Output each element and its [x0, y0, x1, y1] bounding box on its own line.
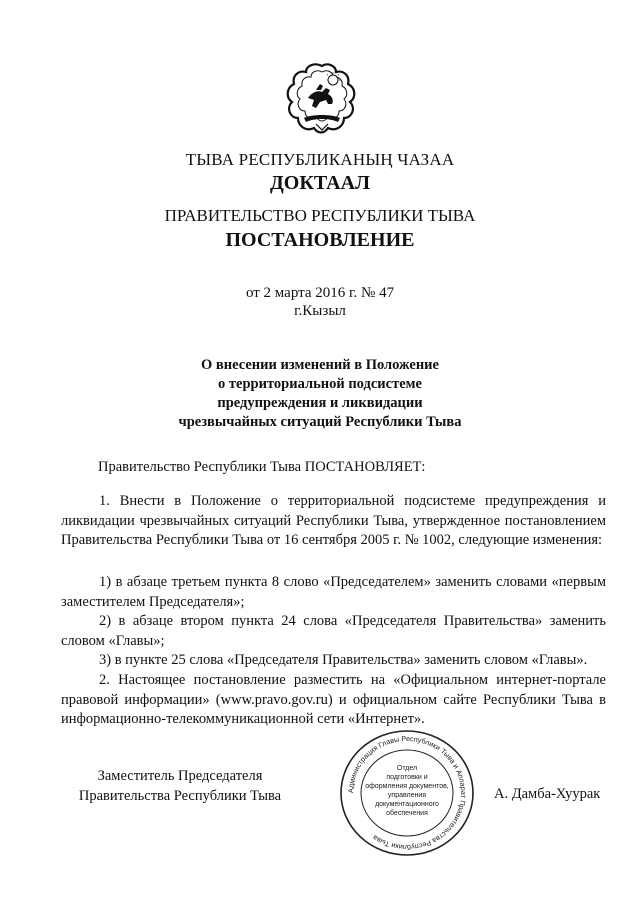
signatory-position-line: Правительства Республики Тыва — [78, 788, 282, 804]
stamp-ring-text: Администрация Главы Республики Тыва и Аппарат Правительства Республики Тыва — [345, 733, 469, 853]
body-item-2: 2) в абзаце втором пункта 24 слова «Председателя Правительства» заменить словом «Главы»; — [61, 613, 606, 649]
body-item-3: 3) в пункте 25 слова «Председателя Правительства» заменить словом «Главы». — [99, 652, 588, 668]
body-intro: Правительство Республики Тыва ПОСТАНОВЛЯЕТ: — [98, 459, 426, 475]
stamp-center-line: управления — [387, 792, 427, 799]
stamp-center-line: оформления документов, — [365, 783, 449, 790]
subject-line: О внесении изменений в Положение — [201, 357, 439, 373]
tuva-emblem-icon — [286, 60, 358, 140]
document-subject — [0, 356, 640, 432]
subject-line: предупреждения и ликвидации — [217, 395, 423, 411]
stamp-center-line: Отдел — [396, 765, 418, 772]
header-title-russian: ПРАВИТЕЛЬСТВО РЕСПУБЛИКИ ТЫВА — [164, 206, 476, 225]
header-doc-type-russian: ПОСТАНОВЛЕНИЕ — [225, 229, 415, 251]
document-city: г.Кызыл — [294, 303, 346, 319]
signatory-position — [60, 766, 300, 806]
subject-line: о территориальной подсистеме — [218, 376, 422, 392]
body-item-1: 1) в абзаце третьем пункта 8 слово «Председателем» заменить словами «первым заместителем Председателя»; — [61, 574, 606, 610]
stamp-center-line: документационного — [375, 801, 439, 808]
header-title-tuvan: ТЫВА РЕСПУБЛИКАНЫҢ ЧАЗАА — [185, 150, 455, 169]
document-date-number: от 2 марта 2016 г. № 47 — [245, 285, 395, 301]
signatory-position-line: Заместитель Председателя — [97, 768, 263, 784]
header-doc-type-tuvan: ДОКТААЛ — [270, 172, 370, 194]
signatory-name: А. Дамба-Хуурак — [494, 786, 601, 802]
stamp-center-line: подготовки и — [386, 774, 428, 781]
subject-line: чрезвычайных ситуаций Республики Тыва — [178, 414, 462, 430]
body-paragraph-1: 1. Внести в Положение о территориальной подсистеме предупреждения и ликвидации чрезвычайных ситуаций Республики Тыва, утвержденное постановлением Правительства Республики Тыва от 16 сентября 2005 г. № 1002, следующие изменения: — [61, 493, 606, 548]
stamp-center-line: обеспечения — [386, 810, 428, 817]
official-stamp — [338, 728, 476, 858]
body-paragraph-2: 2. Настоящее постановление разместить на «Официальном интернет-портале правовой информации» (www.pravo.gov.ru) и официальном сайте Республики Тыва в информационно-телекоммуникационной сети «Интернет». — [61, 672, 606, 727]
